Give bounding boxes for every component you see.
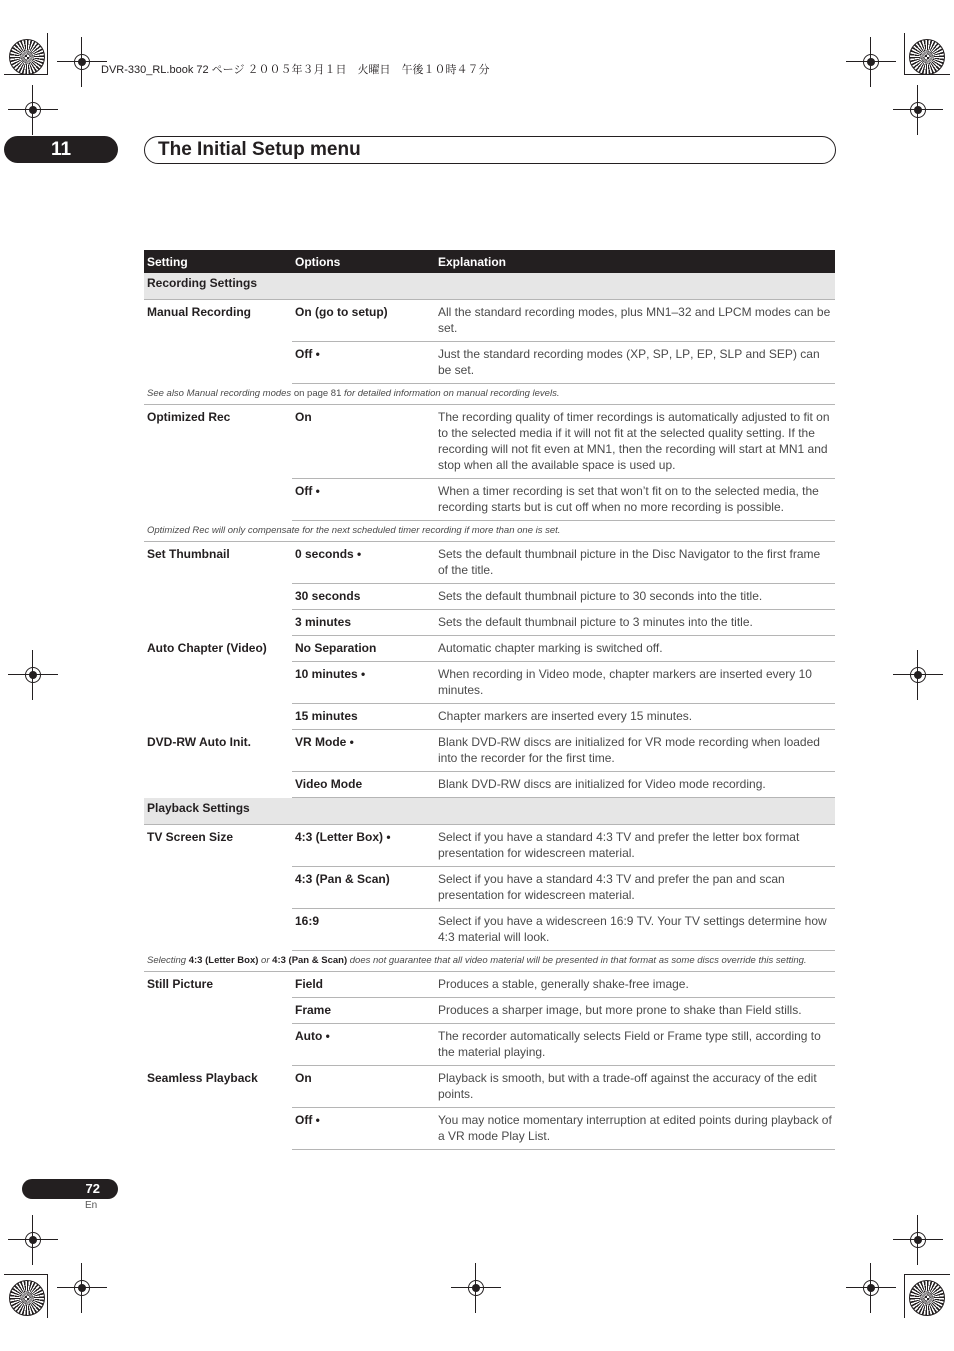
section-title-recording: Recording Settings [144, 273, 835, 300]
table-row [144, 405, 835, 479]
option-value: Off • [292, 1108, 435, 1150]
settings-table [144, 250, 835, 1150]
registration-wheel-icon [909, 39, 945, 75]
option-explanation: Sets the default thumbnail picture to 30 seconds into the title. [435, 584, 835, 610]
setting-name: DVD-RW Auto Init. [147, 734, 251, 749]
table-row [144, 300, 835, 342]
section-row [144, 273, 835, 300]
option-value: Off • [292, 479, 435, 521]
crop-line [4, 74, 48, 75]
crop-line [904, 33, 905, 75]
option-explanation: All the standard recording modes, plus MN1–32 and LPCM modes can be set. [435, 300, 835, 342]
option-explanation: Sets the default thumbnail picture in the Disc Navigator to the first frame of the title. [435, 542, 835, 584]
note-text: Selecting 4:3 (Letter Box) or 4:3 (Pan & Scan) does not guarantee that all video material will be presented in that format as some discs override this setting. [144, 951, 835, 972]
option-value: Video Mode [292, 772, 435, 798]
option-value: 30 seconds [292, 584, 435, 610]
option-explanation: When a timer recording is set that won’t fit on to the selected media, the recording starts but is cut off when no more recording is possible. [435, 479, 835, 521]
option-explanation: Blank DVD-RW discs are initialized for VR mode recording when loaded into the recorder for the first time. [435, 730, 835, 772]
registration-target-icon [903, 95, 933, 125]
registration-target-icon [18, 660, 48, 690]
setting-name: Set Thumbnail [147, 547, 230, 561]
registration-wheel-icon [909, 1280, 945, 1316]
option-explanation: Automatic chapter marking is switched off. [435, 636, 835, 662]
setting-name: Manual Recording [147, 305, 252, 319]
option-value: Frame [292, 998, 435, 1024]
crop-line [904, 1274, 905, 1318]
table-row [144, 1066, 835, 1108]
option-explanation: Sets the default thumbnail picture to 3 minutes into the title. [435, 610, 835, 636]
registration-target-icon [461, 1273, 491, 1303]
header-explanation: Explanation [435, 250, 835, 273]
registration-target-icon [903, 660, 933, 690]
option-value: 3 minutes [292, 610, 435, 636]
registration-target-icon [856, 1273, 886, 1303]
option-value: 16:9 [292, 909, 435, 951]
section-title-playback: Playback Settings [144, 798, 835, 825]
table-row [144, 542, 835, 584]
registration-target-icon [67, 1273, 97, 1303]
option-explanation: When recording in Video mode, chapter markers are inserted every 10 minutes. [435, 662, 835, 704]
option-value: Auto • [292, 1024, 435, 1066]
note-text: Optimized Rec will only compensate for the next scheduled timer recording if more than one is set. [144, 521, 835, 542]
option-explanation: You may notice momentary interruption at edited points during playback of a VR mode Play List. [435, 1108, 835, 1150]
option-value: 4:3 (Letter Box) • [292, 825, 435, 867]
table-row [144, 972, 835, 998]
option-value: On [292, 405, 435, 479]
option-explanation: The recorder automatically selects Field or Frame type still, according to the material playing. [435, 1024, 835, 1066]
crop-line [904, 1274, 950, 1275]
section-row [144, 798, 835, 825]
page-language: En [85, 1200, 98, 1211]
setting-name: Still Picture [147, 977, 214, 991]
option-explanation: Select if you have a widescreen 16:9 TV. Your TV settings determine how 4:3 material will look. [435, 909, 835, 951]
option-value: On (go to setup) [292, 300, 435, 342]
registration-wheel-icon [9, 1280, 45, 1316]
option-explanation: Select if you have a standard 4:3 TV and prefer the pan and scan presentation for widescreen material. [435, 867, 835, 909]
option-explanation: Produces a sharper image, but more prone to shake than Field stills. [435, 998, 835, 1024]
option-value: 10 minutes • [292, 662, 435, 704]
crop-line [904, 74, 950, 75]
option-value: Off • [292, 342, 435, 384]
option-explanation: Blank DVD-RW discs are initialized for Video mode recording. [435, 772, 835, 798]
header-options: Options [292, 250, 435, 273]
chapter-title: The Initial Setup menu [158, 139, 361, 160]
table-row [144, 825, 835, 867]
setting-name: TV Screen Size [147, 830, 234, 844]
option-explanation: The recording quality of timer recordings is automatically adjusted to fit on to the selected media if it will not fit at the selected quality setting. If the recording will not fit even at MN1, then the recording will start at MN1 and stop when all the available space is used up. [435, 405, 835, 479]
option-value: On [292, 1066, 435, 1108]
registration-target-icon [903, 1225, 933, 1255]
option-value: 15 minutes [292, 704, 435, 730]
table-row [144, 730, 835, 772]
note-row [144, 951, 835, 972]
option-value: VR Mode • [292, 730, 435, 772]
page-number: 72 [85, 1181, 100, 1196]
note-text: See also Manual recording modes on page 81 for detailed information on manual recording levels. [144, 384, 835, 405]
option-value: No Separation [292, 636, 435, 662]
print-header: DVR-330_RL.book 72 ページ ２００５年３月１日 火曜日 午後１０時４７分 [101, 64, 490, 76]
registration-target-icon [18, 95, 48, 125]
note-row [144, 521, 835, 542]
chapter-title-bar [144, 136, 836, 164]
setting-name: Optimized Rec [147, 410, 231, 424]
registration-target-icon [856, 47, 886, 77]
setting-name: Seamless Playback [147, 1070, 258, 1085]
option-explanation: Select if you have a standard 4:3 TV and prefer the letter box format presentation for widescreen material. [435, 825, 835, 867]
option-explanation: Produces a stable, generally shake-free image. [435, 972, 835, 998]
option-explanation: Just the standard recording modes (XP, SP, LP, EP, SLP and SEP) can be set. [435, 342, 835, 384]
option-explanation: Playback is smooth, but with a trade-off against the accuracy of the edit points. [435, 1066, 835, 1108]
page-number-badge [22, 1179, 118, 1199]
registration-wheel-icon [9, 39, 45, 75]
note-row [144, 384, 835, 405]
crop-line [47, 1274, 48, 1318]
table-header-row [144, 250, 835, 273]
option-value: Field [292, 972, 435, 998]
option-explanation: Chapter markers are inserted every 15 minutes. [435, 704, 835, 730]
crop-line [4, 1274, 48, 1275]
chapter-number-badge: 11 [4, 136, 118, 163]
option-value: 0 seconds • [292, 542, 435, 584]
table-row [144, 636, 835, 662]
registration-target-icon [67, 47, 97, 77]
crop-line [47, 33, 48, 75]
setting-name: Auto Chapter (Video) [147, 640, 267, 655]
option-value: 4:3 (Pan & Scan) [292, 867, 435, 909]
header-setting: Setting [144, 250, 292, 273]
registration-target-icon [18, 1225, 48, 1255]
